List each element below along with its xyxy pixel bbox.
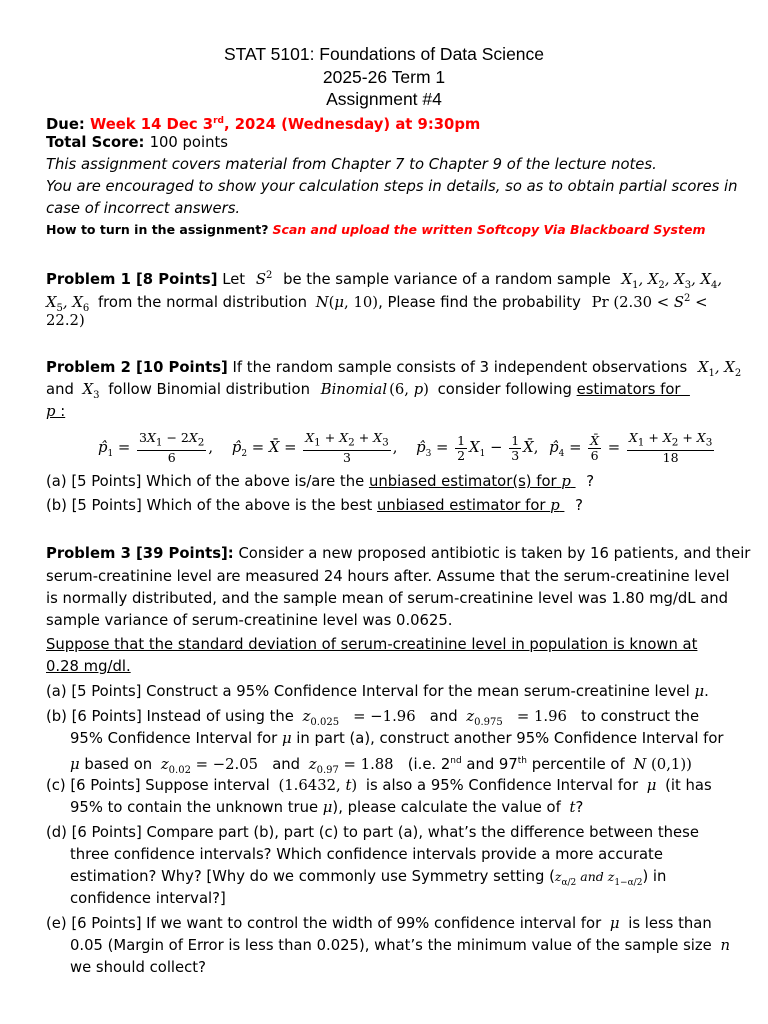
problem-1-line-3: 22.2) bbox=[46, 312, 85, 329]
problem-3-line-1: Problem 3 [39 Points]: Consider a new proposed antibiotic is taken by 16 patients, and their bbox=[46, 545, 751, 562]
problem-3-line-2: serum-creatinine level are measured 24 hours after. Assume that the serum-creatinine level bbox=[46, 568, 730, 585]
problem-3-part-e-line-2: 0.05 (Margin of Error is less than 0.025), what’s the minimum value of the sample size n bbox=[70, 937, 731, 954]
problem-2-line-2: and $X_3$ follow Binomial distribution Binomial (6, p) consider following estimators for bbox=[46, 381, 681, 401]
coverage-note: This assignment covers material from Chapter 7 to Chapter 9 of the lecture notes. bbox=[46, 156, 657, 173]
problem-3-part-d-line-4: confidence interval?] bbox=[70, 890, 226, 907]
problem-3-part-a: (a) [5 Points] Construct a 95% Confidence Interval for the mean serum-creatinine level μ. bbox=[46, 683, 709, 700]
problem-3-part-e-line-1: (e) [6 Points] If we want to control the width of 99% confidence interval for μ is less than bbox=[46, 915, 712, 932]
problem-3-part-b-line-1: (b) [6 Points] Instead of using the $z_{0.025} = -1.96$ and $z_{0.975} = 1.96$ to construct the bbox=[46, 708, 700, 728]
problem-3-part-e-line-3: we should collect? bbox=[70, 959, 206, 976]
total-value: 100 points bbox=[149, 134, 228, 151]
problem-1-line-2: $X_5$, $X_6$ from the normal distribution N(μ, 10), Please find the probability Pr ($2.30 < S^2$ < bbox=[46, 293, 708, 314]
total-score-line: Total Score: 100 points bbox=[46, 134, 228, 151]
term-title: 2025-26 Term 1 bbox=[322, 67, 446, 87]
problem-3-suppose-1: Suppose that the standard deviation of serum-creatinine level in population is known at bbox=[46, 636, 698, 653]
problem-2-heading: Problem 2 [10 Points] bbox=[46, 359, 228, 376]
estimators-row: $p̂_1$ = $\frac{3X_1 - 2X_2}{6}$ , $p̂_2$ = X̄ = $\frac{X_1 + X_2 + X_3}{3}$ , $p̂_3$ = $\frac{1}{2}$ $X_1$ − $\frac{1}{3}$ X̄, $p̂_4$ = $\frac{X̄}{6}$ = $\frac{X_1 + X_2 + X_3}{18}$ bbox=[98, 430, 713, 465]
turn-in-value: Scan and upload the written Softcopy Via Blackboard System bbox=[272, 222, 706, 237]
due-value: Week 14 Dec 3rd, 2024 (Wednesday) at 9:30pm bbox=[89, 115, 481, 133]
problem-3-part-d-line-2: three confidence intervals? Which confidence intervals provide a more accurate bbox=[70, 846, 663, 863]
problem-3-part-d-line-1: (d) [6 Points] Compare part (b), part (c) to part (a), what’s the difference between these bbox=[46, 824, 699, 841]
problem-1-heading: Problem 1 [8 Points] bbox=[46, 270, 218, 288]
encourage-note-2: case of incorrect answers. bbox=[46, 200, 241, 217]
problem-3-line-3: is normally distributed, and the sample mean of serum-creatinine level was 1.80 mg/dL and bbox=[46, 590, 729, 607]
problem-3-part-c-line-1: (c) [6 Points] Suppose interval (1.6432, t) is also a 95% Confidence Interval for μ (it has bbox=[46, 777, 712, 794]
problem-3-part-c-line-2: 95% to contain the unknown true μ), please calculate the value of t? bbox=[70, 799, 584, 816]
problem-3-part-b-line-2: 95% Confidence Interval for μ in part (a), construct another 95% Confidence Interval for bbox=[70, 730, 724, 747]
problem-2-line-1: Problem 2 [10 Points] If the random sample consists of 3 independent observations $X_1$, $X_2$ bbox=[46, 359, 742, 379]
assignment-title: Assignment #4 bbox=[326, 89, 442, 109]
problem-1-line-1: Problem 1 [8 Points] Let $S^2$ be the sample variance of a random sample $X_1$, $X_2$, $X_3$, $X_4$, bbox=[46, 270, 723, 291]
encourage-note-1: You are encouraged to show your calculation steps in details, so as to obtain partial scores in bbox=[46, 178, 738, 195]
due-line: Due: Week 14 Dec 3rd, 2024 (Wednesday) at 9:30pm bbox=[46, 115, 481, 133]
course-title: STAT 5101: Foundations of Data Science bbox=[223, 44, 545, 64]
problem-3-part-d-line-3: estimation? Why? [Why do we commonly use Symmetry setting ($z_{\alpha/2}$ and $z_{1-\alpha/2}$) in bbox=[70, 868, 667, 888]
problem-2-line-3: p : bbox=[46, 403, 66, 420]
turn-in-line bbox=[46, 220, 705, 240]
problem-3-line-4: sample variance of serum-creatinine level was 0.0625. bbox=[46, 612, 453, 629]
problem-3-part-b-line-3: μ based on $z_{0.02} = -2.05$ and $z_{0.97} = 1.88$ (i.e. 2nd and 97th percentile of N (0,1)) bbox=[70, 755, 692, 776]
total-label: Total Score bbox=[46, 134, 139, 151]
problem-2-part-a: (a) [5 Points] Which of the above is/are the unbiased estimator(s) for p ? bbox=[46, 473, 595, 490]
due-label: Due bbox=[46, 115, 79, 133]
problem-3-suppose-2: 0.28 mg/dl. bbox=[46, 658, 131, 675]
problem-2-part-b: (b) [5 Points] Which of the above is the best unbiased estimator for p ? bbox=[46, 497, 583, 514]
turn-in-label: How to turn in the assignment? bbox=[46, 222, 269, 237]
problem-3-heading: Problem 3 [39 Points]: bbox=[46, 545, 234, 562]
